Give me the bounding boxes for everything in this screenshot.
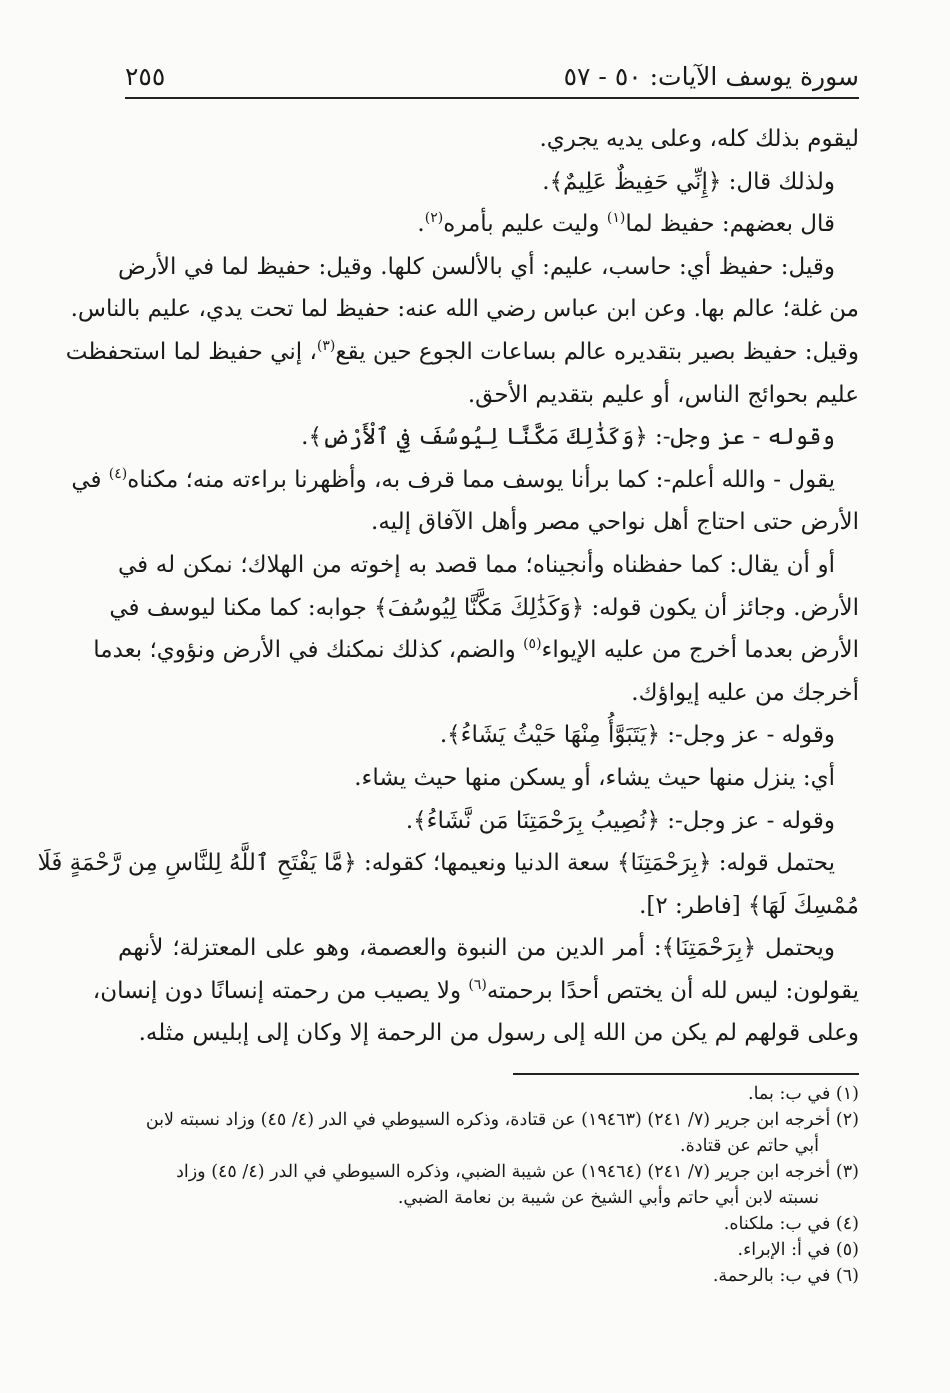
footnote-ref: (٦): [468, 976, 487, 993]
text-segment: ولا يصيب من رحمته إنسانًا دون إنسان،: [92, 977, 469, 1004]
text-segment: يقولون: ليس لله أن يختص أحدًا برحمته: [486, 977, 859, 1004]
footnotes: [118, 1081, 859, 1289]
text-segment: وقوله - عز وجل-: ﴿يَتَبَوَّأُ مِنْهَا حَيْثُ يَشَاءُ﴾.: [439, 722, 835, 749]
text-line: [71, 459, 859, 502]
footnote-ref: (٣): [316, 337, 336, 354]
text-line: [118, 544, 859, 587]
footnote-line: (٢) أخرجه ابن جرير (٧/ ٢٤١) (١٩٤٦٣) عن قتادة، وذكره السيوطي في الدر (٤/ ٤٥) وزاد نسبته لابن: [145, 1110, 859, 1130]
running-header: [125, 62, 859, 96]
text-line: [118, 714, 859, 757]
text-segment: وليت عليم بأمره: [443, 211, 607, 238]
footnote-line: (٣) أخرجه ابن جرير (٧/ ٢٤١) (١٩٤٦٤) عن شيبة الضبي، وذكره السيوطي في الدر (٤/ ٤٥) وزاد: [176, 1162, 859, 1182]
text-segment: قال بعضهم: حفيظ لما: [625, 211, 835, 238]
text-segment: وقيل: حفيظ أي: حاسب، عليم: أي بالألسن كلها. وقيل: حفيظ لما في الأرض: [118, 253, 835, 280]
text-line: [93, 629, 859, 672]
footnote-line: (١) في ب: بما.: [748, 1084, 859, 1104]
text-segment: الأرض حتى احتاج أهل نواحي مصر وأهل الآفاق إليه.: [371, 509, 859, 536]
text-line: [118, 800, 859, 843]
text-segment: ولذلك قال: ﴿إِنِّي حَفِيظٌ عَلِيمٌ﴾.: [542, 168, 835, 195]
text-segment: ويحتمل ﴿بِرَحْمَتِنَا﴾: أمر الدين من النبوة والعصمة، وهو على المعتزلة؛ لأنهم: [118, 935, 835, 962]
text-segment: وقوله - عز وجل-: ﴿وَكَذَٰلِكَ مَكَّنَّا لِيُوسُفَ فِي ٱلْأَرْضِ﴾.: [301, 424, 835, 451]
text-line: [70, 288, 859, 331]
footnote-ref: (١): [606, 210, 626, 227]
text-segment: وقوله - عز وجل-: ﴿نُصِيبُ بِرَحْمَتِنَا مَن نَّشَاءُ﴾.: [405, 807, 835, 834]
footnote-separator: [513, 1073, 859, 1075]
text-line: [118, 203, 859, 246]
text-segment: أي: ينزل منها حيث يشاء، أو يسكن منها حيث يشاء.: [354, 764, 835, 791]
text-segment: الأرض بعدما أخرج من عليه الإيواء: [541, 637, 859, 664]
text-segment: يحتمل قوله: ﴿بِرَحْمَتِنَا﴾ سعة الدنيا ونعيمها؛ كقوله: ﴿مَّا يَفْتَحِ ٱللَّهُ لِلنَّاسِ مِن رَّحْمَةٍ فَلَا: [37, 850, 835, 877]
footnote-line: نسبته لابن أبي حاتم وأبي الشيخ عن شيبة بن نعامة الضبي.: [397, 1188, 819, 1208]
text-segment: ليقوم بذلك كله، وعلى يديه يجري.: [539, 126, 859, 152]
text-segment: أخرجك من عليه إيواؤك.: [631, 679, 859, 706]
text-line: [118, 501, 859, 544]
footnote-ref: (٤): [108, 465, 128, 482]
text-line: [118, 246, 859, 289]
text-line: [118, 118, 859, 161]
footnote-line: أبي حاتم عن قتادة.: [680, 1136, 819, 1156]
text-segment: عليم بحوائج الناس، أو عليم بتقديم الأحق.: [467, 381, 859, 408]
text-line: [118, 885, 859, 928]
text-segment: .: [417, 211, 425, 238]
text-line: [118, 1012, 859, 1055]
footnote-line: (٤) في ب: ملكناه.: [723, 1214, 859, 1234]
text-line: [118, 672, 859, 715]
text-line: [118, 927, 859, 970]
text-line: [118, 161, 859, 204]
main-text: [37, 118, 859, 1055]
text-segment: والضم، كذلك نمكنك في الأرض ونؤوي؛ بعدما: [93, 637, 524, 664]
text-line: [65, 331, 859, 374]
text-segment: ، إني حفيظ لما استحفظت: [65, 338, 317, 365]
text-line: [118, 374, 859, 417]
page-number: ٢٥٥: [125, 62, 166, 91]
footnote-line: (٥) في أ: الإبراء.: [737, 1240, 859, 1260]
text-line: [118, 757, 859, 800]
text-segment: مُمْسِكَ لَهَا﴾ [فاطر: ٢].: [639, 892, 859, 919]
text-segment: من غلة؛ عالم بها. وعن ابن عباس رضي الله عنه: حفيظ لما تحت يدي، عليم بالناس.: [70, 296, 859, 323]
text-segment: وعلى قولهم لم يكن من الله إلى رسول من الرحمة إلا وكان إلى إبليس مثله.: [138, 1020, 859, 1047]
footnote-line: (٦) في ب: بالرحمة.: [712, 1266, 859, 1286]
footnote-ref: (٥): [523, 636, 542, 653]
text-segment: وقيل: حفيظ بصير بتقديره عالم بساعات الجوع حين يقع: [335, 338, 859, 365]
text-line: [92, 970, 859, 1013]
chapter-title: سورة يوسف الآيات: ٥٠ - ٥٧: [563, 62, 859, 91]
text-line: [37, 842, 859, 885]
text-segment: الأرض. وجائز أن يكون قوله: ﴿وَكَذَٰلِكَ مَكَّنَّا لِيُوسُفَ﴾ جوابه: كما مكنا ليوسف في: [109, 594, 859, 621]
text-segment: أو أن يقال: كما حفظناه وأنجيناه؛ مما قصد به إخوته من الهلاك؛ نمكن له في: [118, 551, 835, 578]
text-line: [109, 587, 859, 630]
text-line: [118, 416, 859, 459]
footnote-ref: (٢): [424, 210, 444, 227]
header-rule: [125, 97, 859, 99]
text-segment: يقول - والله أعلم-: كما برأنا يوسف مما قرف به، وأظهرنا براءته منه؛ مكناه: [127, 466, 835, 493]
text-segment: في: [71, 466, 109, 493]
